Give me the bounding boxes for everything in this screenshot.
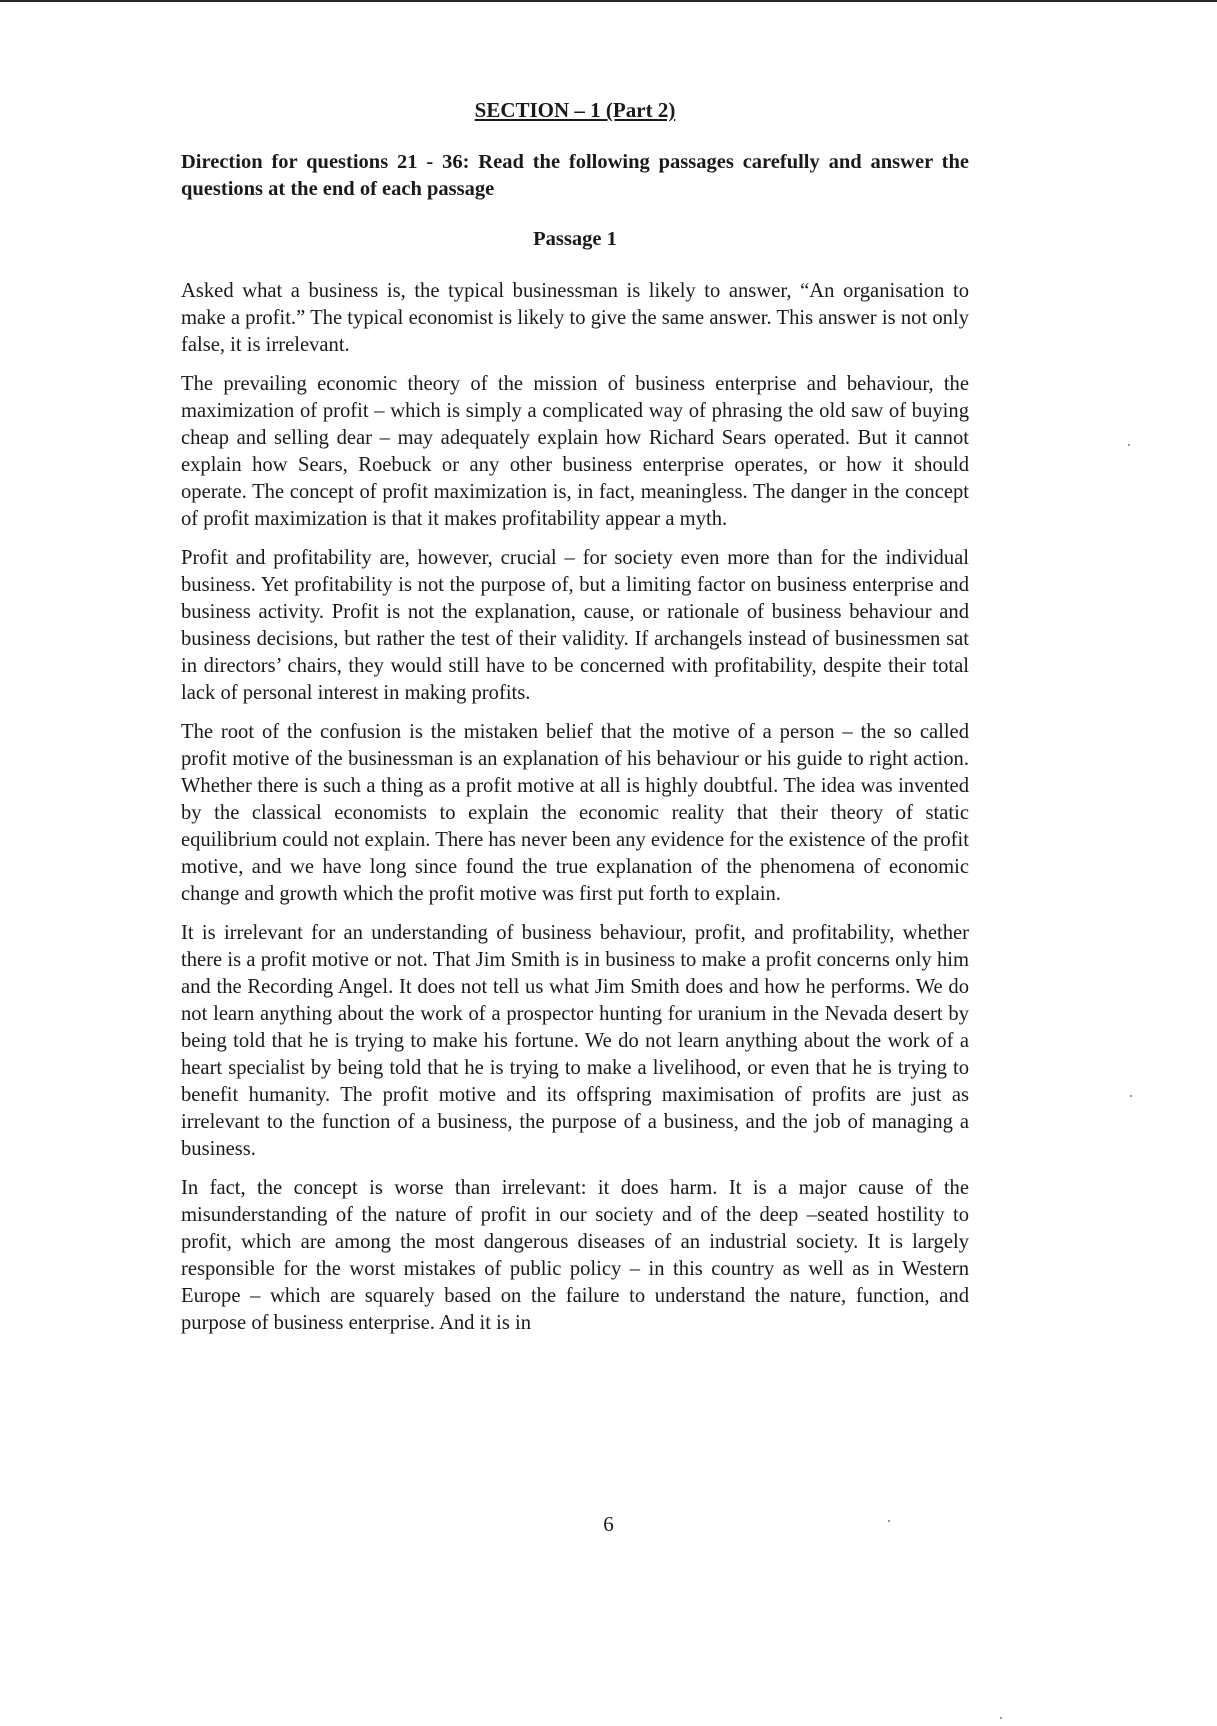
passage-title: Passage 1 — [533, 228, 617, 251]
directions-text: Direction for questions 21 - 36: Read the following passages carefully and answer the questions at the end of each passage — [181, 151, 969, 201]
scan-speck — [888, 1520, 890, 1522]
scan-speck — [1128, 444, 1130, 446]
passage-paragraph-3: Profit and profitability are, however, crucial – for society even more than for the individual business. Yet profitability is not the purpose of, but a limiting factor on business enterprise and business activity. Profit is not the explanation, cause, or rationale of business behaviour and business decisions, but rather the test of their validity. If archangels instead of businessmen sat in directors’ chairs, they would still have to be concerned with profitability, despite their total lack of personal interest in making profits. — [181, 546, 969, 704]
page-number: 6 — [603, 1512, 614, 1536]
passage-paragraph-5: It is irrelevant for an understanding of business behaviour, profit, and profitability, whether there is a profit motive or not. That Jim Smith is in business to make a profit concerns only him and the Recording Angel. It does not tell us what Jim Smith does and how he performs. We do not learn anything about the work of a prospector hunting for uranium in the Nevada desert by being told that he is trying to make his fortune. We do not learn anything about the work of a heart specialist by being told that he is trying to make a livelihood, or even that he is trying to benefit humanity. The profit motive and its offspring maximisation of profits are just as irrelevant to the function of a business, the purpose of a business, and the job of managing a business. — [181, 921, 969, 1160]
scan-speck — [1000, 1717, 1002, 1719]
scan-top-border — [0, 0, 1217, 2]
scan-speck — [1130, 1095, 1132, 1097]
passage-paragraph-4: The root of the confusion is the mistaken belief that the motive of a person – the so called profit motive of the businessman is an explanation of his behaviour or his guide to right action. Whether there is such a thing as a profit motive at all is highly doubtful. The idea was invented by the classical economists to explain the economic reality that their theory of static equilibrium could not explain. There has never been any evidence for the existence of the profit motive, and we have long since found the true explanation of the phenomena of economic change and growth which the profit motive was first put forth to explain. — [181, 720, 969, 905]
passage-paragraph-1: Asked what a business is, the typical businessman is likely to answer, “An organisation to make a profit.” The typical economist is likely to give the same answer. This answer is not only false, it is irrelevant. — [181, 279, 969, 356]
section-title: SECTION – 1 (Part 2) — [474, 98, 676, 122]
passage-paragraph-6: In fact, the concept is worse than irrelevant: it does harm. It is a major cause of the misunderstanding of the nature of profit in our society and of the deep –seated hostility to profit, which are among the most dangerous diseases of an industrial society. It is largely responsible for the worst mistakes of public policy – in this country as well as in Western Europe – which are squarely based on the failure to understand the nature, function, and purpose of business enterprise. And it is in — [181, 1176, 969, 1334]
document-page — [181, 98, 969, 1349]
passage-paragraph-2: The prevailing economic theory of the mission of business enterprise and behaviour, the maximization of profit – which is simply a complicated way of phrasing the old saw of buying cheap and selling dear – may adequately explain how Richard Sears operated. But it cannot explain how Sears, Roebuck or any other business enterprise operates, or how it should operate. The concept of profit maximization is, in fact, meaningless. The danger in the concept of profit maximization is that it makes profitability appear a myth. — [181, 372, 969, 530]
